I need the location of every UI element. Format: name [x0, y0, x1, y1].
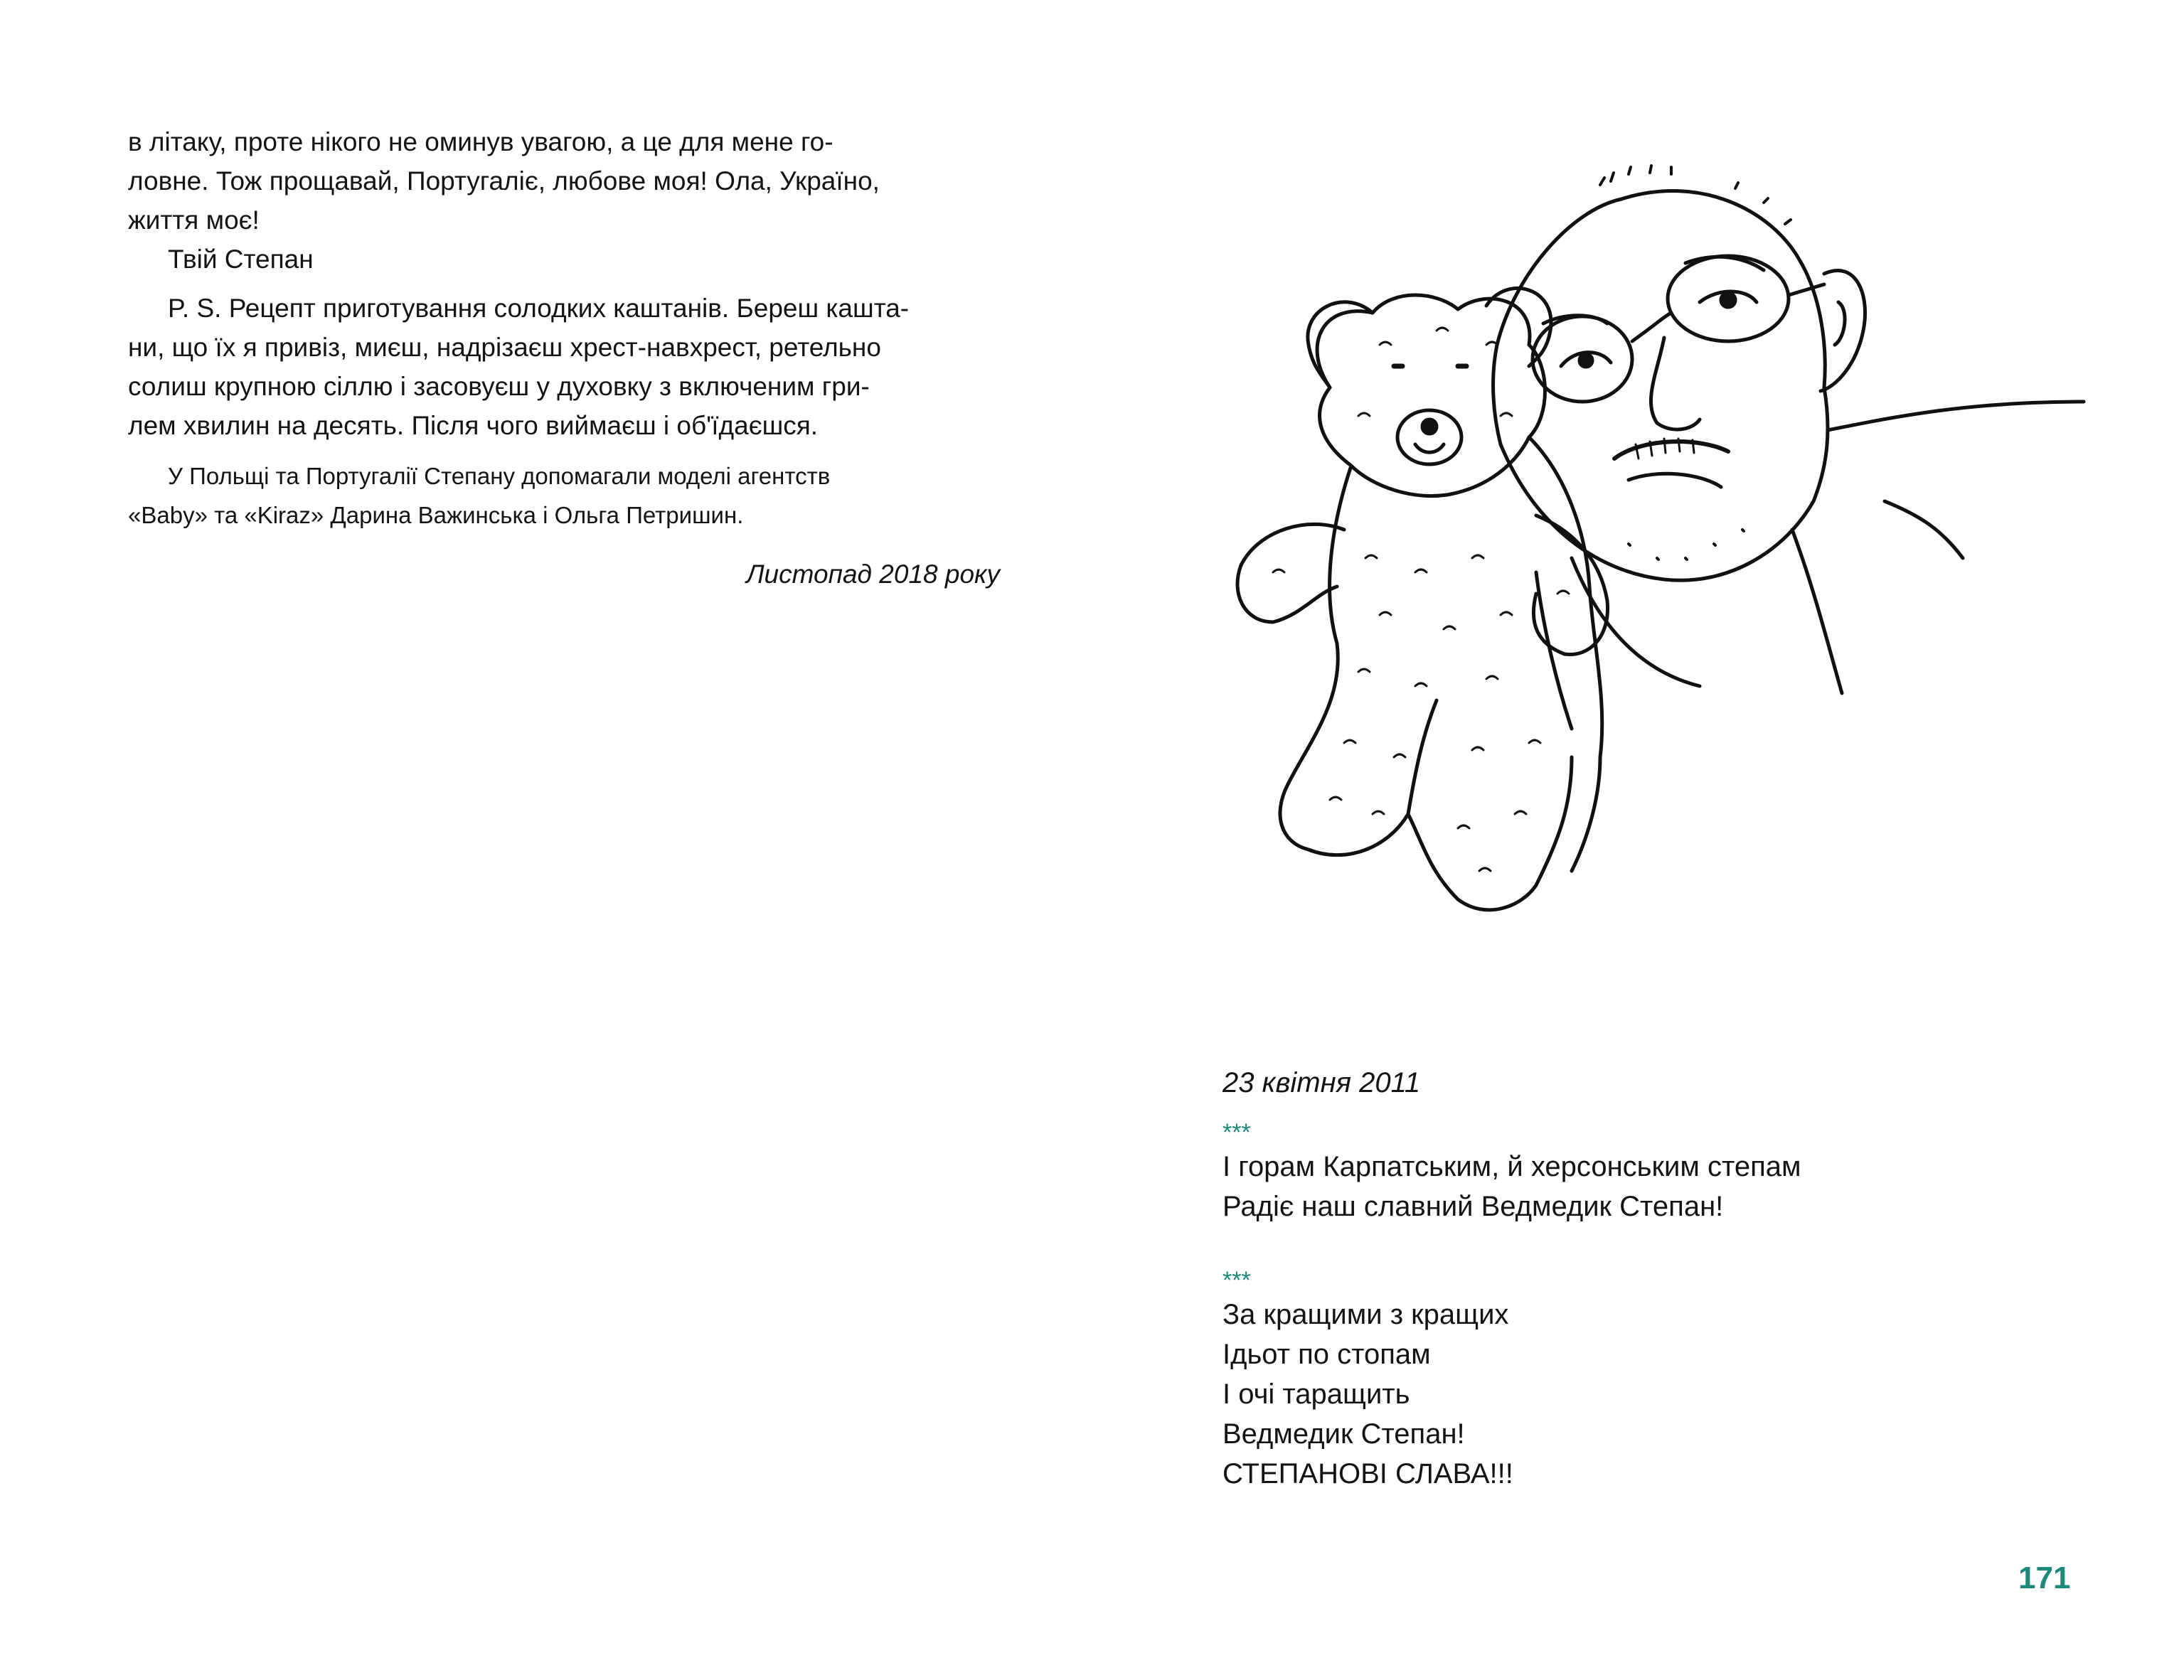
paragraph-line: ловне. Тож прощавай, Португаліє, любове моя! Ола, Україно, [128, 166, 880, 196]
paragraph-line: в літаку, проте нікого не оминув увагою, а це для мене го- [128, 127, 833, 156]
poem-line: За кращими з кращих [1222, 1299, 1509, 1330]
caption-date: 23 квітня 2011 [1222, 1067, 1421, 1098]
page-number: 171 [2018, 1561, 2071, 1595]
left-page-date: Листопад 2018 року [746, 560, 1000, 589]
signature: Твій Степан [168, 245, 314, 274]
ps-line: лем хвилин на десять. Після чого виймаєш і об'їдаєшся. [128, 411, 819, 440]
note-line: «Baby» та «Kiraz» Дарина Важинська і Ольга Петришин. [128, 502, 744, 528]
ps-line: P. S. Рецепт приготування солодких каштанів. Береш кашта- [168, 294, 910, 323]
ps-line: солиш крупною сіллю і засовуєш у духовку з включеним гри- [128, 372, 870, 401]
poem-line: І горам Карпатським, й херсонським степам [1222, 1151, 1801, 1182]
stars-divider: *** [1222, 1119, 1251, 1146]
poem-line: І очі таращить [1222, 1379, 1410, 1410]
left-page-text [128, 122, 1000, 594]
poem-line: Ідьот по стопам [1222, 1339, 1431, 1370]
poem-line: СТЕПАНОВІ СЛАВА!!! [1222, 1458, 1513, 1489]
stars-divider: *** [1222, 1267, 1251, 1294]
poem-line: Радіє наш славний Ведмедик Степан! [1222, 1191, 1724, 1222]
man-with-teddy-bear-drawing [1202, 132, 2098, 1056]
ps-line: ни, що їх я привіз, миєш, надрізаєш хрест-навхрест, ретельно [128, 333, 881, 362]
poem-line: Ведмедик Степан! [1222, 1418, 1465, 1450]
right-page-text [1222, 1063, 2076, 1494]
note-line: У Польщі та Португалії Степану допомагали моделі агентств [168, 463, 831, 489]
paragraph-line: життя моє! [128, 205, 260, 235]
